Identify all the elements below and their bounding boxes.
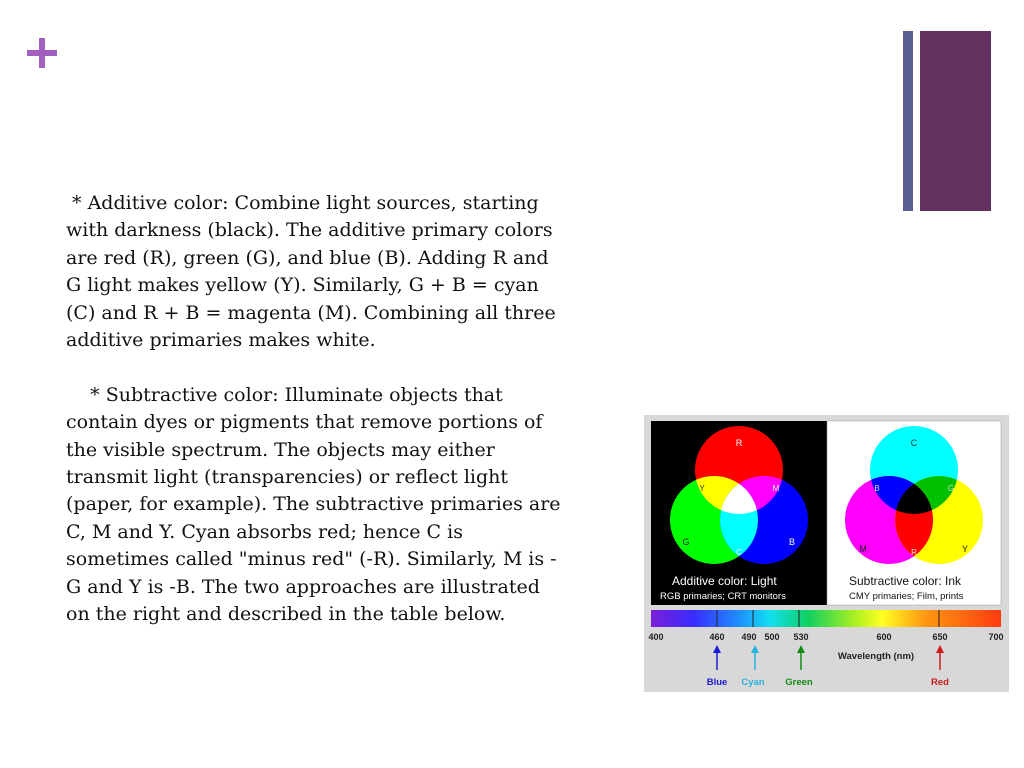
- decorative-bar-wide: [920, 31, 991, 211]
- subtractive-panel: [827, 421, 1001, 605]
- tick-650: 650: [932, 632, 948, 642]
- marker-green: Green: [785, 677, 813, 688]
- label-m-sub: M: [859, 544, 867, 554]
- plus-icon: [27, 38, 57, 68]
- marker-cyan: Cyan: [741, 677, 765, 688]
- label-m: M: [772, 484, 780, 493]
- label-y: Y: [699, 484, 705, 493]
- additive-title: Additive color: Light: [672, 574, 777, 588]
- marker-blue: Blue: [706, 677, 728, 688]
- red-arrow: [936, 645, 944, 670]
- tick-700: 700: [988, 632, 1004, 642]
- subtractive-subtitle: CMY primaries; Film, prints: [849, 591, 964, 602]
- wavelength-label: Wavelength (nm): [837, 651, 915, 662]
- paragraph-additive: * Additive color: Combine light sources, starting with darkness (black). The additive primary colors are red (R), green (G), and blue (B). Adding R and G light makes yellow (Y). Similarly, G + B = cyan (C) and R + B = magenta (M). Combining all three additive primaries makes white.: [66, 192, 562, 352]
- color-figure-svg: [644, 415, 1009, 692]
- color-model-figure: [644, 415, 1009, 692]
- label-y-sub: Y: [961, 544, 969, 554]
- green-arrow: [797, 645, 805, 670]
- spectrum: [648, 610, 1003, 688]
- marker-red: Red: [931, 677, 949, 688]
- additive-subtitle: RGB primaries; CRT monitors: [660, 591, 786, 602]
- label-c-sub: C: [910, 438, 918, 448]
- label-g-sub: G: [947, 484, 955, 493]
- label-b-sub: B: [874, 484, 880, 493]
- tick-600: 600: [876, 632, 892, 642]
- paragraph-subtractive: * Subtractive color: Illuminate objects that contain dyes or pigments that remove portions of the visible spectrum. The objects may either transmit light (transparencies) or reflect light (paper, for example). The subtractive primaries are C, M and Y. Cyan absorbs red; hence C is sometimes called "minus red" (-R). Similarly, M is -G and Y is -B. The two approaches are illustrated on the right and described in the table below.: [66, 383, 567, 626]
- subtractive-title: Subtractive color: Ink: [849, 574, 962, 588]
- tick-400: 400: [648, 632, 664, 642]
- additive-panel: [651, 421, 827, 605]
- label-r-sub: R: [911, 548, 917, 557]
- tick-460: 460: [709, 632, 725, 642]
- label-c: C: [736, 548, 742, 557]
- slide-body-text: [66, 190, 566, 629]
- spectrum-bar: [651, 610, 1001, 627]
- tick-530: 530: [793, 632, 809, 642]
- cyan-arrow: [751, 645, 759, 670]
- blue-arrow: [713, 645, 721, 670]
- tick-500: 500: [764, 632, 780, 642]
- label-r: R: [735, 438, 743, 448]
- tick-490: 490: [741, 632, 757, 642]
- label-b: B: [788, 537, 796, 547]
- label-g: G: [682, 537, 690, 547]
- decorative-bar-thin: [903, 31, 913, 211]
